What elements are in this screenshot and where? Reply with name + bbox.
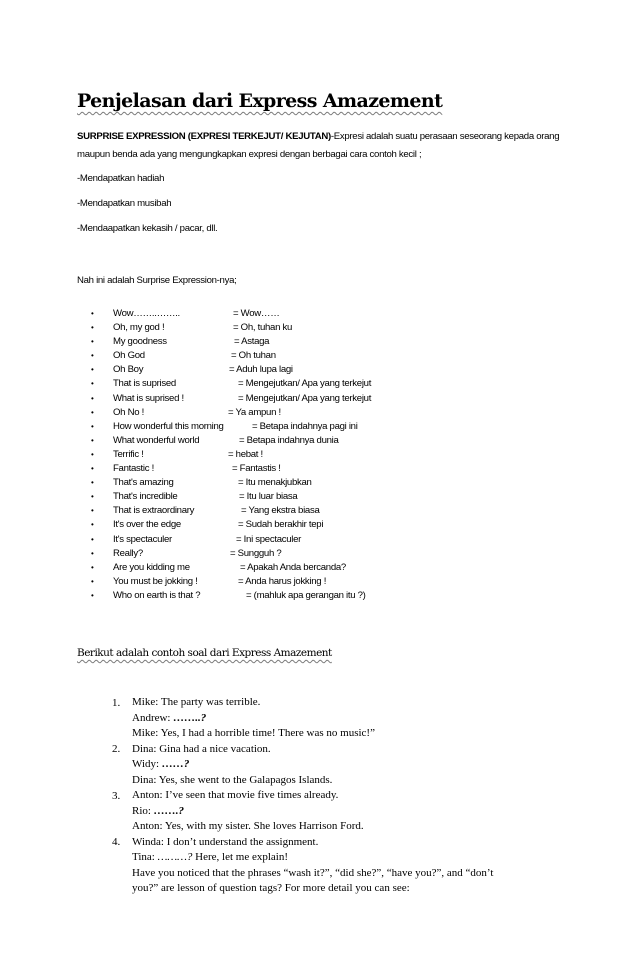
bullet-icon: • [91,323,94,333]
expression-meaning: = Itu luar biasa [239,491,298,503]
bullet-icon: • [91,548,94,558]
answer-blank: ………? [157,851,193,863]
dialog-text: I’ve seen that movie five times already. [165,789,339,801]
question-number: 3. [112,790,121,802]
expression-english: What is suprised ! [113,392,184,404]
expression-english: Really? [113,547,143,559]
answer-blank: …….? [153,804,184,817]
list-intro: Nah ini adalah Surprise Expression-nya; [77,275,237,286]
expression-english: It's spectaculer [113,533,172,545]
bullet-icon: • [91,520,94,530]
expression-english: My goodness [113,336,167,348]
expression-english: That's amazing [113,477,174,489]
question-number: 1. [112,697,121,709]
bullet-icon: • [91,407,94,417]
expression-english: It's over the edge [113,519,181,531]
bullet-icon: • [91,421,94,431]
bullet-icon: • [91,506,94,516]
dialog-line [132,819,364,835]
bullet-icon: • [91,478,94,488]
dialog-line [132,726,375,742]
dialog-line [132,742,271,758]
expression-meaning: = Oh tuhan [231,350,276,362]
expression-meaning: = Yang ekstra biasa [241,505,320,517]
speaker: Dina: [132,773,157,786]
dialog-line [132,835,318,851]
intro-text: -Expresi adalah suatu perasaan seseorang kepada orang maupun benda ada yang mengungkapkan expresi dengan berbagai cara contoh kecil ; [77,131,560,160]
expression-meaning: = Aduh lupa lagi [229,364,293,376]
expression-meaning: = Apakah Anda bercanda? [240,561,346,573]
question-number: 4. [112,836,121,848]
expression-meaning: = Sudah berakhir tepi [238,519,324,531]
intro-paragraph [77,128,577,164]
bullet-icon: • [91,379,94,389]
expression-meaning: = hebat ! [228,448,263,460]
answer-blank: ……? [161,758,190,770]
expression-english: That is extraordinary [113,505,195,517]
speaker: Andrew: [132,711,171,724]
expression-meaning: = Betapa indahnya dunia [239,434,339,446]
page-title: Penjelasan dari Express Amazement [77,90,443,112]
dialog-line [132,788,338,804]
dialog-line [132,804,184,820]
speaker: Winda: [132,835,164,848]
speaker: Anton: [132,820,163,832]
dialog-text: Yes, with my sister. She loves Harrison Ford. [164,820,364,832]
bullet-icon: • [91,534,94,544]
expression-meaning: = Wow…… [233,308,280,319]
bullet-icon: • [91,464,94,474]
bullet-icon: • [91,435,94,445]
expression-meaning: = (mahluk apa gerangan itu ?) [246,589,366,601]
dialog-line [132,757,189,773]
answer-blank: ……..? [173,711,207,724]
expression-english: Fantastic ! [113,463,154,475]
example-item: -Mendaapatkan kekasih / pacar, dll. [77,223,218,234]
dialog-line: Have you noticed that the phrases “wash it?”, “did she?”, “have you?”, and “don’t [132,866,494,879]
bullet-icon: • [91,449,94,459]
dialog-text: The party was terrible. [160,696,261,708]
dialog-text: Yes, I had a horrible time! There was no music!” [160,727,375,739]
expression-meaning: = Mengejutkan/ Apa yang terkejut [238,392,372,404]
bullet-icon: • [91,562,94,572]
dialog-line: you?” are lesson of question tags? For more detail you can see: [132,882,410,894]
expression-english: That's incredible [113,491,178,503]
expression-english: Oh Boy [113,364,144,376]
dialog-line [132,695,260,711]
dialog-line [132,711,206,727]
expression-meaning: = Oh, tuhan ku [233,322,293,334]
bullet-icon: • [91,393,94,403]
speaker: Anton: [132,789,163,801]
expression-english: Wow……..…….. [113,308,180,319]
expression-meaning: = Itu menakjubkan [238,477,312,489]
bullet-icon: • [91,365,94,375]
dialog-line [132,773,332,789]
bullet-icon: • [91,309,94,318]
expression-meaning: = Mengejutkan/ Apa yang terkejut [238,378,372,390]
speaker: Dina: [132,742,157,755]
speaker: Tina: [132,851,155,863]
bullet-icon: • [91,576,94,586]
expression-english: How wonderful this morning [113,420,224,432]
expression-english: Oh, my god ! [113,322,165,334]
intro-bold-heading: SURPRISE EXPRESSION (EXPRESI TERKEJUT/ KEJUTAN) [77,131,331,142]
bullet-icon: • [91,351,94,361]
expression-english: What wonderful world [113,434,200,446]
expression-english: Oh No ! [113,406,144,418]
expression-meaning: = Astaga [234,336,270,348]
expression-english: Oh God [113,350,145,362]
expression-english: Are you kidding me [113,561,190,573]
dialog-text: Gina had a nice vacation. [159,742,271,755]
speaker: Widy: [132,758,160,770]
section-title: Berikut adalah contoh soal dari Express Amazement [77,647,332,659]
expression-english: Who on earth is that ? [113,589,201,601]
expression-meaning: = Fantastis ! [232,463,281,475]
expression-english: Terrific ! [113,448,144,460]
bullet-icon: • [91,590,94,600]
dialog-text: Yes, she went to the Galapagos Islands. [158,773,333,786]
expression-meaning: = Betapa indahnya pagi ini [252,420,358,432]
dialog-text: I don’t understand the assignment. [166,835,319,848]
speaker: Rio: [132,804,151,817]
expression-meaning: = Ini spectaculer [236,533,302,545]
expression-meaning: = Sungguh ? [230,547,282,559]
example-item: -Mendapatkan musibah [77,198,172,209]
dialog-text: Here, let me explain! [195,851,289,863]
bullet-icon: • [91,337,94,347]
expression-meaning: = Ya ampun ! [228,406,281,418]
speaker: Mike: [132,696,159,708]
example-item: -Mendapatkan hadiah [77,173,165,184]
expression-english: That is suprised [113,378,176,390]
expression-english: You must be jokking ! [113,575,198,587]
expression-meaning: = Anda harus jokking ! [238,575,327,587]
bullet-icon: • [91,492,94,502]
question-number: 2. [112,743,121,755]
speaker: Mike: [132,727,159,739]
dialog-line [132,850,288,866]
